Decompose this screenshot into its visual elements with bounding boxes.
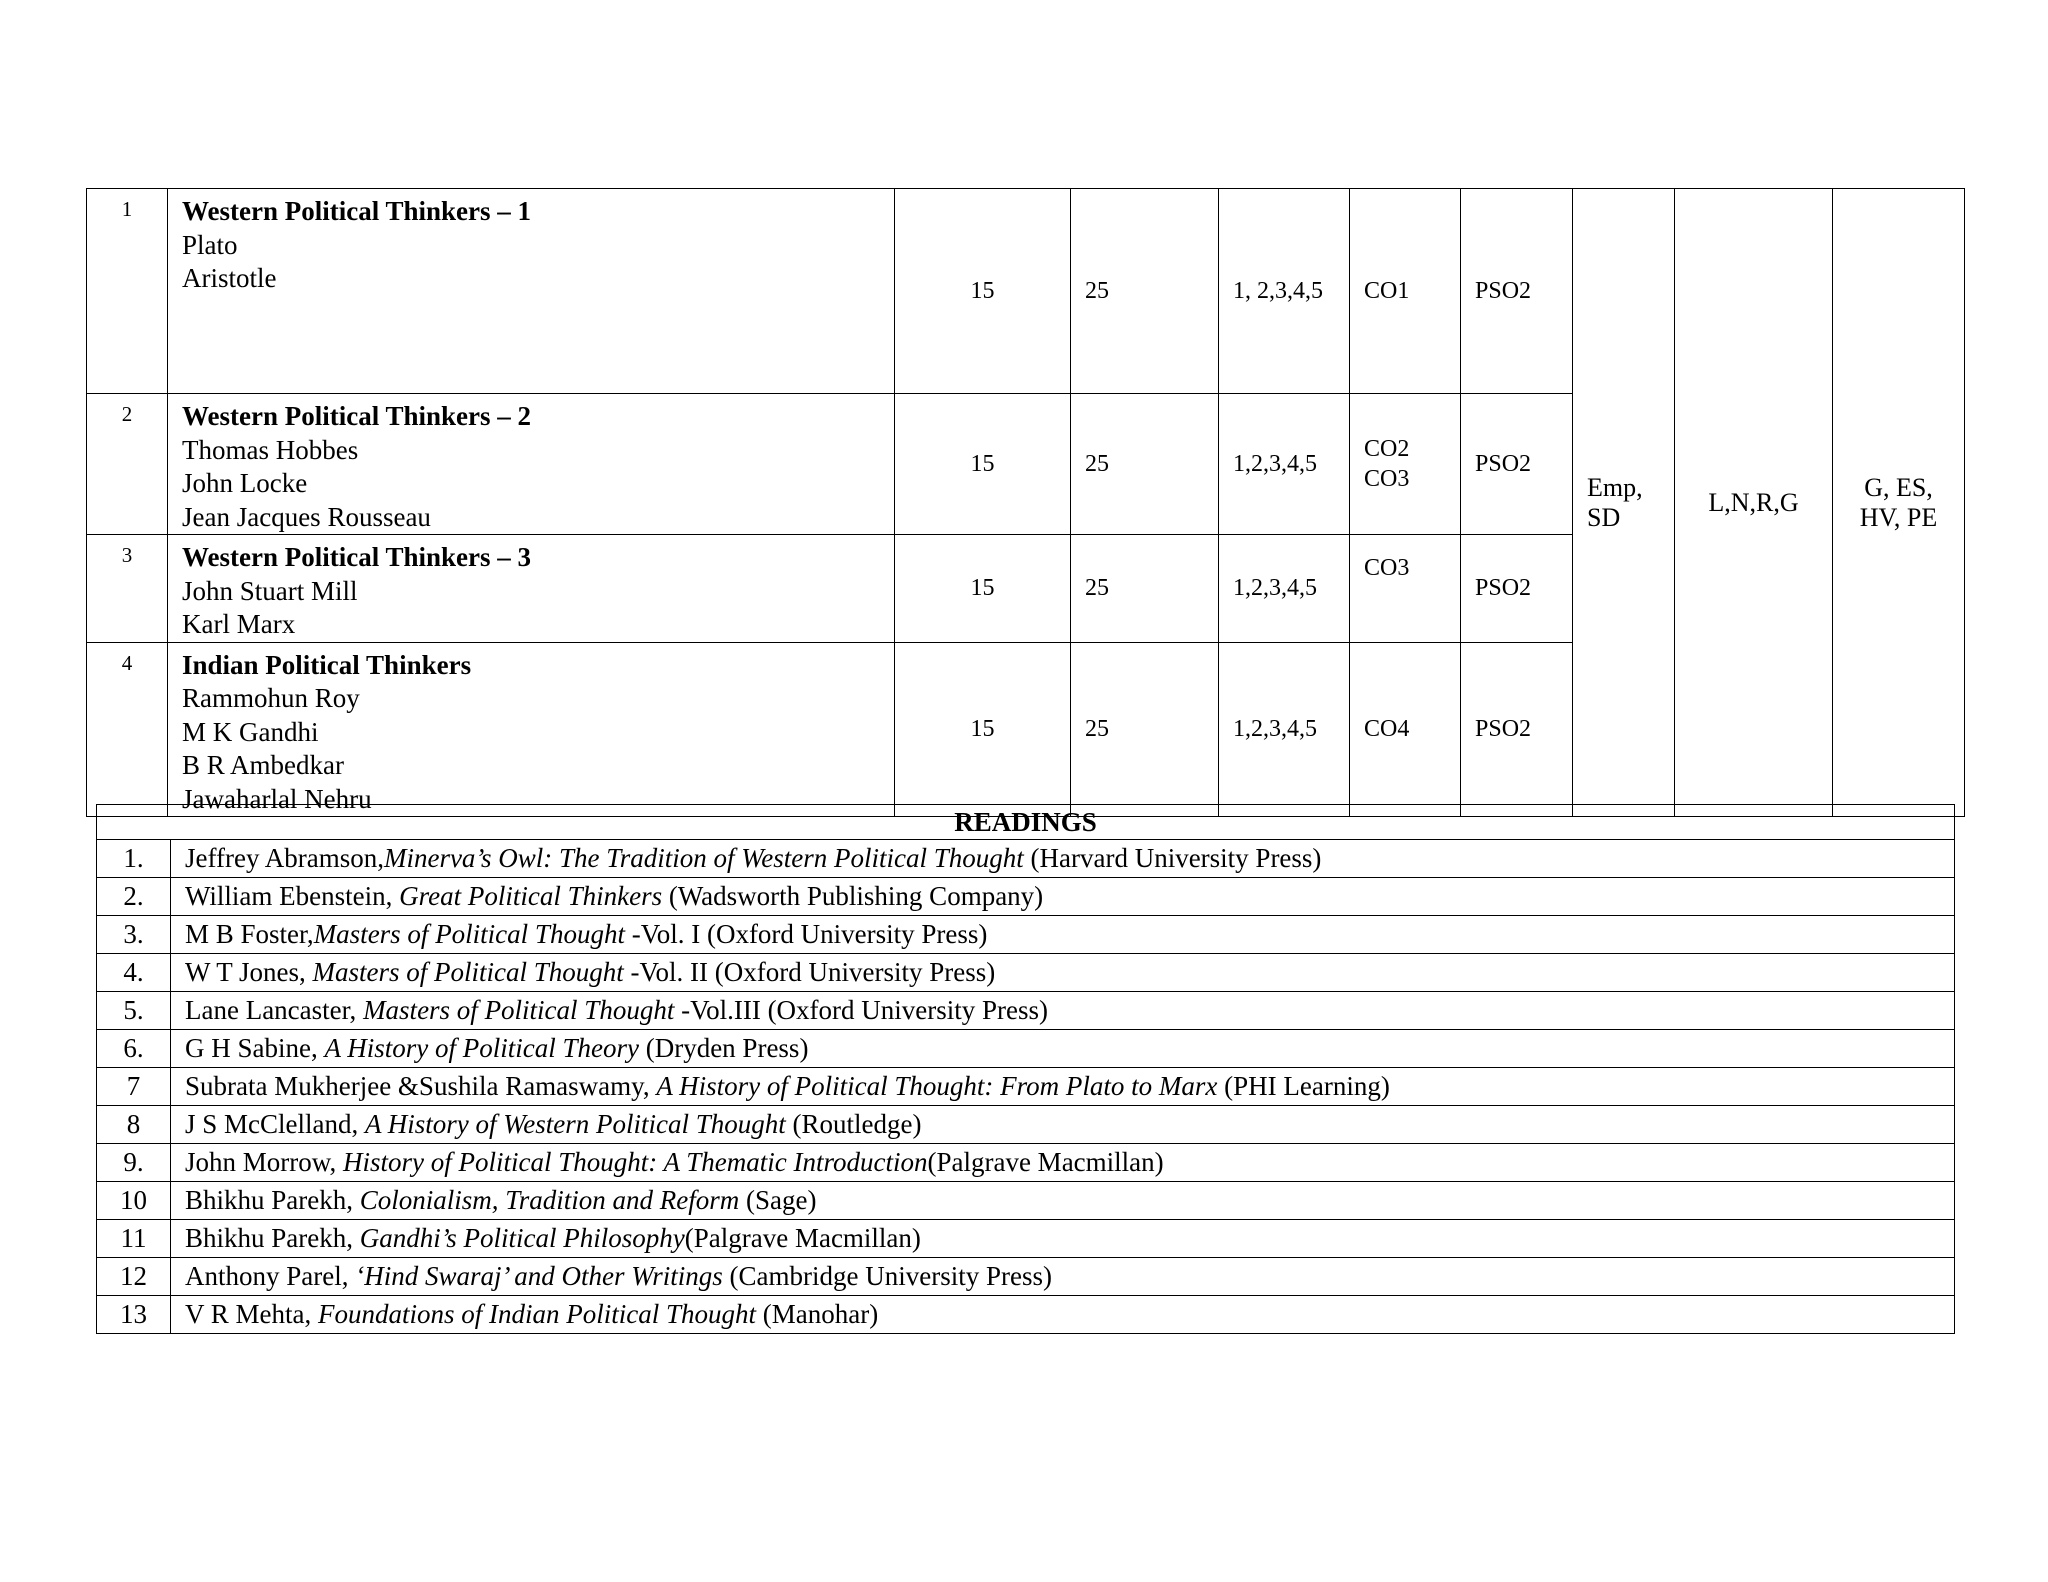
unit-co xyxy=(1350,642,1461,817)
unit-item: Jawaharlal Nehru xyxy=(182,783,372,814)
reading-author: William Ebenstein, xyxy=(185,881,400,911)
reading-row xyxy=(97,840,1955,878)
reading-author: Jeffrey Abramson, xyxy=(185,843,384,873)
shared-col1-line: Emp, xyxy=(1587,472,1643,502)
shared-col2: L,N,R,G xyxy=(1675,189,1833,817)
reading-row xyxy=(97,1296,1955,1334)
reading-entry xyxy=(171,1182,1955,1220)
shared-col3 xyxy=(1833,189,1965,817)
unit-levels: 1,2,3,4,5 xyxy=(1219,535,1350,643)
reading-entry xyxy=(171,1144,1955,1182)
reading-entry xyxy=(171,1068,1955,1106)
unit-content xyxy=(168,394,895,535)
reading-entry xyxy=(171,1030,1955,1068)
unit-title: Western Political Thinkers – 1 xyxy=(182,196,531,226)
unit-hours: 15 xyxy=(895,535,1071,643)
reading-author: J S McClelland, xyxy=(185,1109,365,1139)
reading-entry xyxy=(171,1258,1955,1296)
unit-pso: PSO2 xyxy=(1461,189,1573,394)
reading-row xyxy=(97,916,1955,954)
reading-title: Masters of Political Thought xyxy=(312,957,624,987)
reading-row xyxy=(97,1220,1955,1258)
unit-co-value: CO3 xyxy=(1364,555,1410,581)
reading-entry xyxy=(171,1296,1955,1334)
unit-item: John Locke xyxy=(182,468,308,498)
reading-entry xyxy=(171,840,1955,878)
unit-item: Thomas Hobbes xyxy=(182,434,359,465)
reading-title: A History of Political Theory xyxy=(324,1033,639,1063)
unit-levels: 1,2,3,4,5 xyxy=(1219,394,1350,535)
unit-hours: 15 xyxy=(895,394,1071,535)
shared-col3-line: G, ES, xyxy=(1864,472,1933,502)
unit-content xyxy=(168,535,895,643)
reading-number: 1. xyxy=(97,840,171,878)
shared-col1-line: SD xyxy=(1587,502,1621,532)
reading-number: 6. xyxy=(97,1030,171,1068)
reading-publisher: (Routledge) xyxy=(785,1109,922,1139)
reading-number: 2. xyxy=(97,878,171,916)
unit-co-value: CO3 xyxy=(1364,466,1410,492)
reading-author: Subrata Mukherjee &Sushila Ramaswamy, xyxy=(185,1071,657,1101)
reading-entry xyxy=(171,1106,1955,1144)
reading-publisher: (Dryden Press) xyxy=(638,1033,809,1063)
reading-entry xyxy=(171,954,1955,992)
reading-row xyxy=(97,992,1955,1030)
readings-heading-row xyxy=(97,805,1955,840)
unit-hours: 15 xyxy=(895,642,1071,817)
reading-author: M B Foster, xyxy=(185,919,314,949)
reading-number: 4. xyxy=(97,954,171,992)
unit-marks: 25 xyxy=(1071,189,1219,394)
unit-co xyxy=(1350,189,1461,394)
reading-row xyxy=(97,954,1955,992)
unit-hours: 15 xyxy=(895,189,1071,394)
reading-publisher: -Vol.III (Oxford University Press) xyxy=(674,995,1049,1025)
reading-entry xyxy=(171,992,1955,1030)
unit-marks: 25 xyxy=(1071,394,1219,535)
unit-marks: 25 xyxy=(1071,535,1219,643)
reading-title: Gandhi’s Political Philosophy xyxy=(359,1223,685,1253)
unit-marks: 25 xyxy=(1071,642,1219,817)
reading-publisher: -Vol. II (Oxford University Press) xyxy=(623,957,996,987)
reading-number: 11 xyxy=(97,1220,171,1258)
reading-title: Foundations of Indian Political Thought xyxy=(318,1299,756,1329)
reading-author: John Morrow, xyxy=(185,1147,343,1177)
unit-levels: 1, 2,3,4,5 xyxy=(1219,189,1350,394)
reading-number: 12 xyxy=(97,1258,171,1296)
reading-publisher: (Harvard University Press) xyxy=(1023,843,1322,873)
reading-publisher: (Manohar) xyxy=(756,1299,879,1329)
reading-row xyxy=(97,1068,1955,1106)
unit-pso: PSO2 xyxy=(1461,642,1573,817)
shared-col3-line: HV, PE xyxy=(1859,502,1938,532)
reading-publisher: (Sage) xyxy=(739,1185,817,1215)
unit-title: Western Political Thinkers – 3 xyxy=(182,542,531,572)
unit-pso: PSO2 xyxy=(1461,535,1573,643)
unit-item: Karl Marx xyxy=(182,609,296,639)
unit-co xyxy=(1350,394,1461,535)
shared-col1 xyxy=(1573,189,1675,817)
unit-number: 3 xyxy=(87,535,168,643)
reading-row xyxy=(97,878,1955,916)
reading-row xyxy=(97,1106,1955,1144)
reading-author: Bhikhu Parekh, xyxy=(185,1223,360,1253)
reading-row xyxy=(97,1144,1955,1182)
unit-item: M K Gandhi xyxy=(182,716,319,747)
reading-row xyxy=(97,1258,1955,1296)
unit-content xyxy=(168,642,895,817)
reading-title: History of Political Thought: A Thematic Introduction xyxy=(343,1147,928,1177)
reading-number: 5. xyxy=(97,992,171,1030)
reading-number: 3. xyxy=(97,916,171,954)
reading-row xyxy=(97,1030,1955,1068)
reading-number: 10 xyxy=(97,1182,171,1220)
unit-row-1 xyxy=(87,189,1965,394)
reading-author: G H Sabine, xyxy=(185,1033,325,1063)
unit-item: Rammohun Roy xyxy=(182,683,360,713)
reading-title: A History of Political Thought: From Plato to Marx xyxy=(656,1071,1218,1101)
reading-number: 8 xyxy=(97,1106,171,1144)
reading-publisher: -Vol. I (Oxford University Press) xyxy=(624,919,988,949)
reading-title: Masters of Political Thought xyxy=(363,995,675,1025)
unit-content xyxy=(168,189,895,394)
unit-co-value: CO1 xyxy=(1364,277,1410,304)
reading-number: 7 xyxy=(97,1068,171,1106)
reading-title: ‘Hind Swaraj’ and Other Writings xyxy=(355,1261,723,1291)
unit-item: Aristotle xyxy=(182,263,277,293)
reading-entry xyxy=(171,916,1955,954)
reading-title: Colonialism, Tradition and Reform xyxy=(359,1185,740,1215)
units-table xyxy=(86,188,1965,817)
unit-number: 1 xyxy=(87,189,168,394)
reading-title: Minerva’s Owl: The Tradition of Western Political Thought xyxy=(383,843,1024,873)
unit-number: 4 xyxy=(87,642,168,817)
reading-publisher: (Cambridge University Press) xyxy=(722,1261,1052,1291)
reading-title: A History of Western Political Thought xyxy=(365,1109,786,1139)
unit-item: B R Ambedkar xyxy=(182,750,344,780)
reading-author: Bhikhu Parekh, xyxy=(185,1185,360,1215)
reading-publisher: (Palgrave Macmillan) xyxy=(927,1147,1164,1177)
unit-co-value: CO4 xyxy=(1364,715,1410,742)
reading-author: V R Mehta, xyxy=(185,1299,318,1329)
unit-pso: PSO2 xyxy=(1461,394,1573,535)
readings-table xyxy=(96,804,1955,1334)
unit-title: Western Political Thinkers – 2 xyxy=(182,401,531,431)
reading-title: Masters of Political Thought xyxy=(313,919,625,949)
unit-number: 2 xyxy=(87,394,168,535)
reading-number: 13 xyxy=(97,1296,171,1334)
unit-levels: 1,2,3,4,5 xyxy=(1219,642,1350,817)
reading-publisher: (Wadsworth Publishing Company) xyxy=(662,881,1044,911)
reading-publisher: (Palgrave Macmillan) xyxy=(684,1223,921,1253)
reading-author: Lane Lancaster, xyxy=(185,995,364,1025)
unit-item: John Stuart Mill xyxy=(182,575,358,606)
reading-row xyxy=(97,1182,1955,1220)
reading-author: W T Jones, xyxy=(185,957,313,987)
unit-item: Plato xyxy=(182,229,238,260)
unit-co xyxy=(1350,535,1461,643)
reading-entry xyxy=(171,1220,1955,1258)
reading-number: 9. xyxy=(97,1144,171,1182)
reading-publisher: (PHI Learning) xyxy=(1217,1071,1390,1101)
reading-entry xyxy=(171,878,1955,916)
readings-heading: READINGS xyxy=(97,805,1955,840)
unit-title: Indian Political Thinkers xyxy=(182,649,472,680)
reading-title: Great Political Thinkers xyxy=(399,881,663,911)
unit-item: Jean Jacques Rousseau xyxy=(182,501,431,532)
unit-co-value: CO2 xyxy=(1364,436,1410,462)
reading-author: Anthony Parel, xyxy=(185,1261,356,1291)
